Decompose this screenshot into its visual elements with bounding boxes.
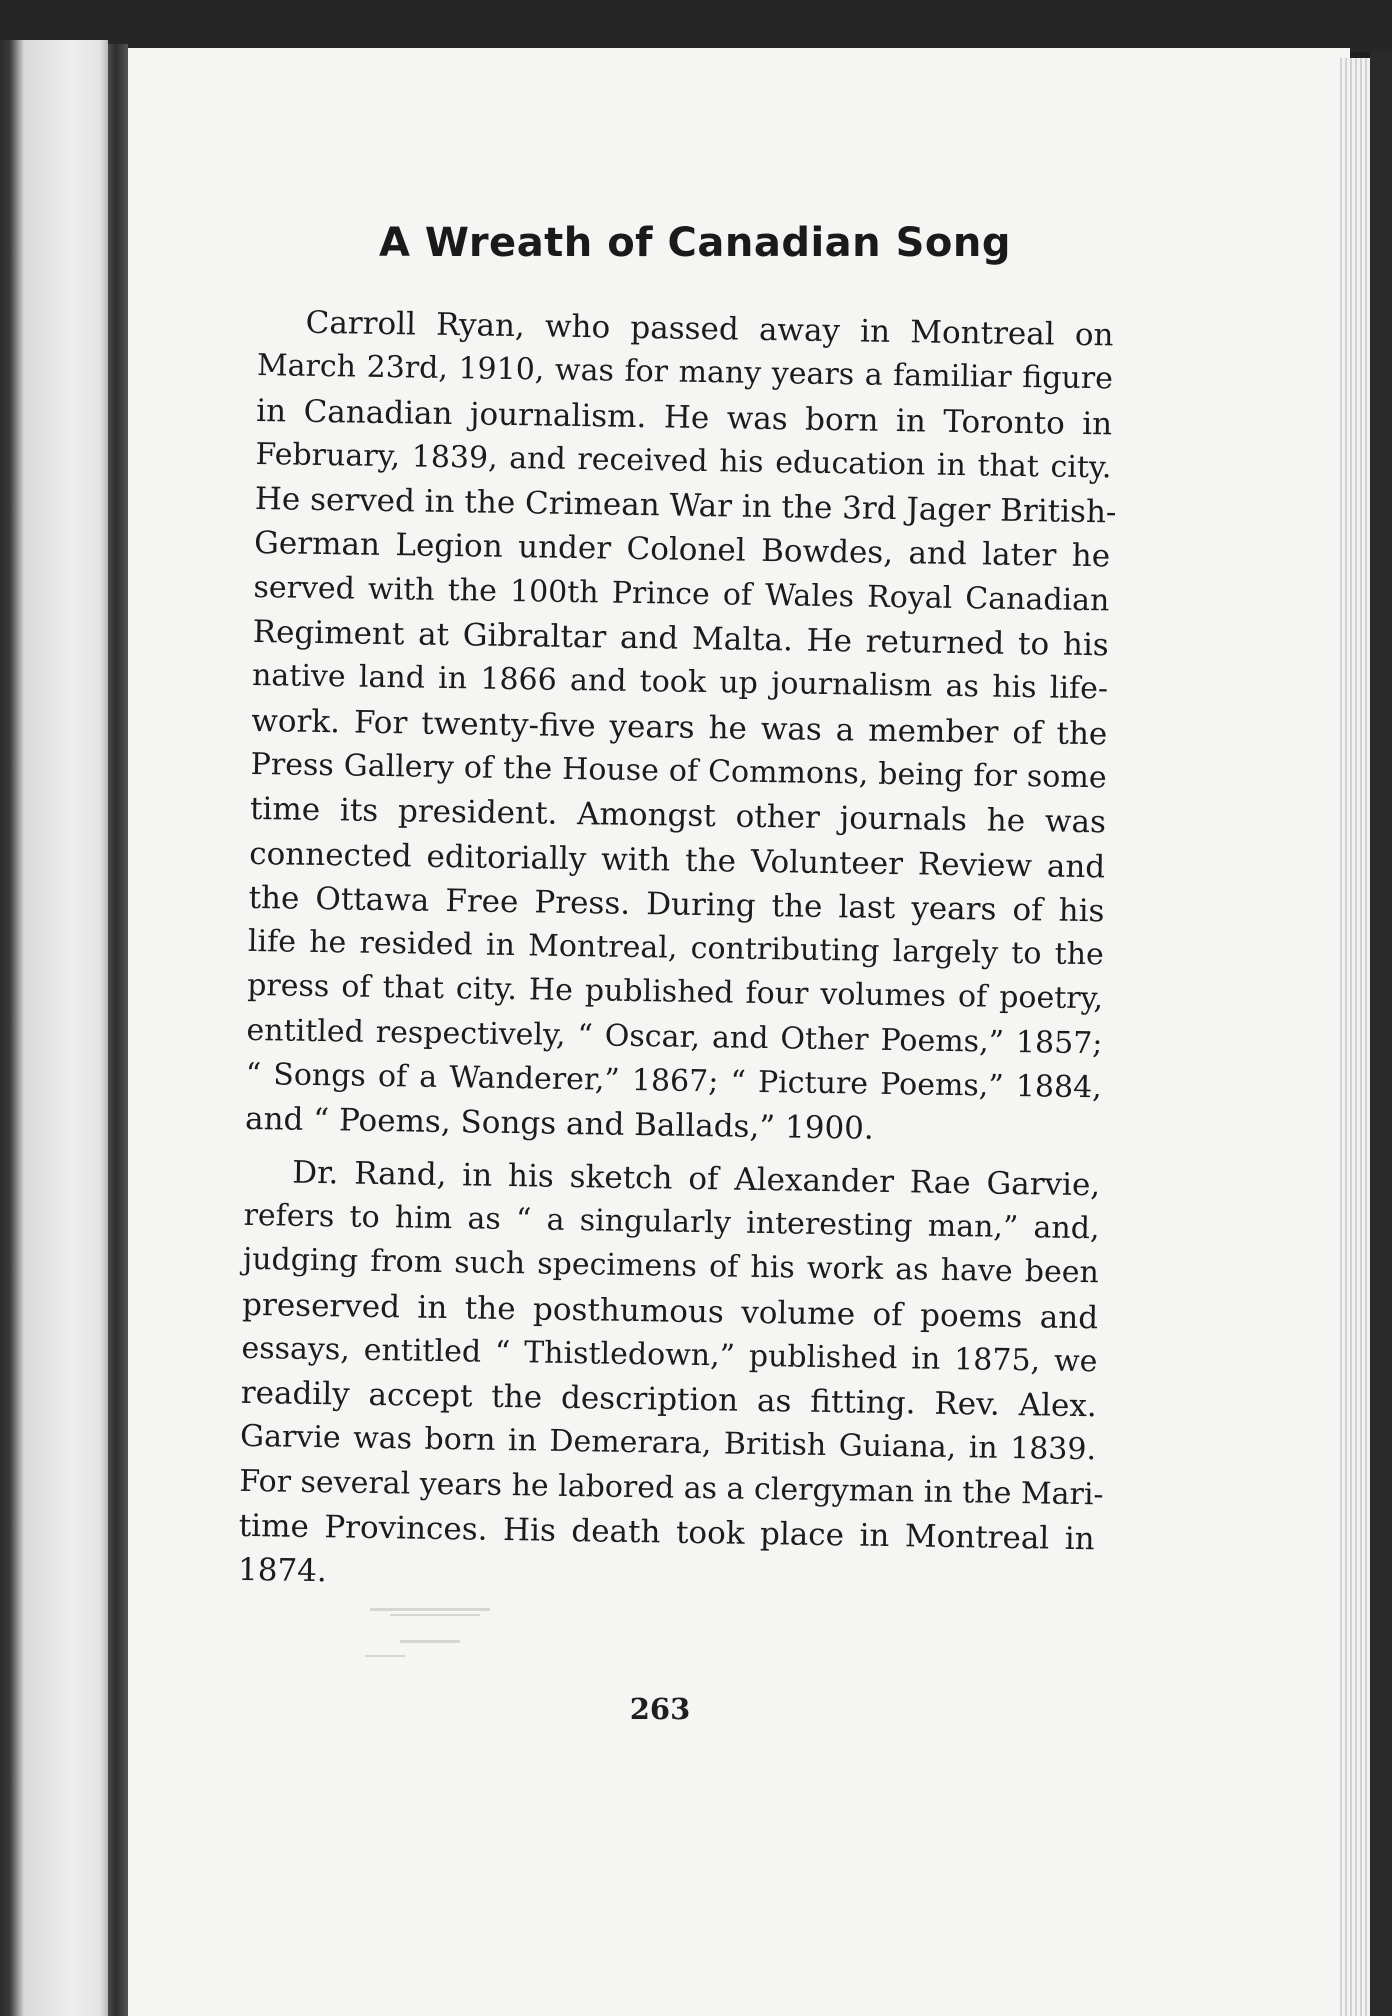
text-line: “ Songs of a Wanderer,” 1867; “ Picture Poems,” 1884, bbox=[245, 1056, 1103, 1106]
page-stack-edge bbox=[1340, 58, 1370, 2016]
text-line: served with the 100th Prince of Wales Royal Canadian bbox=[253, 569, 1110, 619]
text-line: time its president. Amongst other journals he was bbox=[249, 791, 1107, 841]
text-line: work. For twenty-five years he was a member of the bbox=[251, 702, 1108, 753]
ink-smudge bbox=[360, 1600, 560, 1670]
text-line: judging from such specimens of his work as have been bbox=[242, 1242, 1100, 1291]
text-line: For several years he labored as a clergyman in the Mari- bbox=[239, 1463, 1104, 1513]
text-line: February, 1839, and received his education in that city. bbox=[255, 436, 1112, 486]
book-gutter bbox=[108, 44, 128, 2016]
text-line: refers to him as “ a singularly interesting man,” and, bbox=[243, 1197, 1100, 1247]
text-line: life he resided in Montreal, contributing largely to the bbox=[247, 924, 1105, 973]
text-line: in Canadian journalism. He was born in Toronto in bbox=[255, 392, 1113, 443]
scan-frame-right bbox=[1370, 52, 1392, 2016]
facing-page-edge bbox=[0, 40, 108, 2016]
text-line: connected editorially with the Volunteer Review and bbox=[249, 835, 1106, 885]
text-line: essays, entitled “ Thistledown,” published in 1875, we bbox=[241, 1330, 1098, 1380]
text-line: the Ottawa Free Press. During the last years of his bbox=[248, 879, 1105, 930]
page-number: 263 bbox=[629, 1692, 691, 1726]
scan-frame-top bbox=[0, 0, 1392, 52]
body-text bbox=[237, 300, 1117, 1606]
text-line: entitled respectively, “ Oscar, and Other Poems,” 1857; bbox=[246, 1012, 1103, 1062]
text-line: and “ Poems, Songs and Ballads,” 1900. bbox=[244, 1101, 875, 1148]
text-line: Garvie was born in Demerara, British Guiana, in 1839. bbox=[239, 1419, 1097, 1468]
text-line: native land in 1866 and took up journalism as his life- bbox=[251, 658, 1109, 707]
text-line: time Provinces. His death took place in Montreal in bbox=[238, 1507, 1095, 1558]
text-line: German Legion under Colonel Bowdes, and later he bbox=[253, 525, 1111, 575]
text-line: Dr. Rand, in his sketch of Alexander Rae Garvie, bbox=[292, 1154, 1101, 1203]
page-title: A Wreath of Canadian Song bbox=[379, 220, 1011, 266]
text-line: preserved in the posthumous volume of poems and bbox=[241, 1286, 1099, 1336]
text-line: 1874. bbox=[237, 1552, 328, 1590]
text-line: March 23rd, 1910, was for many years a familiar figure bbox=[256, 348, 1114, 397]
text-line: press of that city. He published four volumes of poetry, bbox=[246, 968, 1104, 1017]
text-line: readily accept the description as fitting. Rev. Alex. bbox=[240, 1374, 1098, 1425]
text-line: Carroll Ryan, who passed away in Montreal on bbox=[305, 304, 1114, 354]
paragraph-1 bbox=[244, 300, 1117, 1155]
text-line: He served in the Crimean War in the 3rd Jager British- bbox=[254, 481, 1117, 531]
paragraph-2 bbox=[237, 1150, 1104, 1606]
text-line: Press Gallery of the House of Commons, being for some bbox=[250, 746, 1107, 796]
text-line: Regiment at Gibraltar and Malta. He returned to his bbox=[252, 614, 1109, 664]
